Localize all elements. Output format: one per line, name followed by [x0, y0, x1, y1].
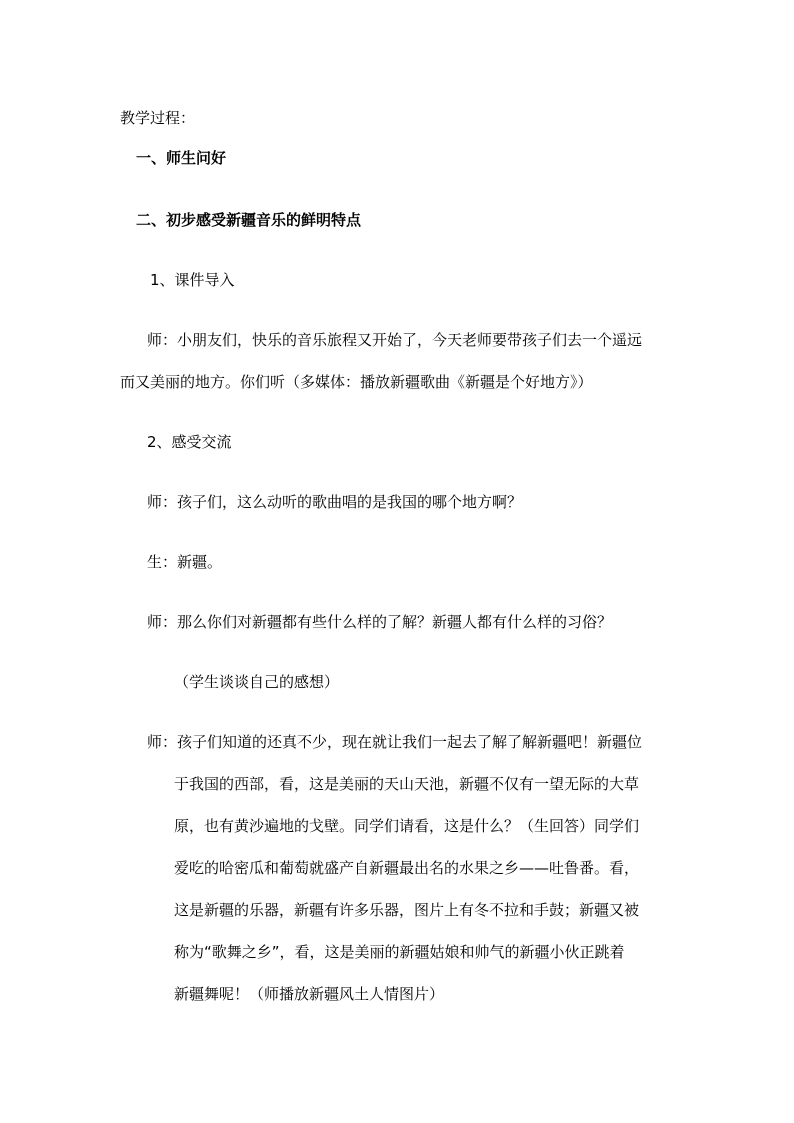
paragraph-1-line-2: 而又美丽的地方。你们听（多媒体：播放新疆歌曲《新疆是个好地方》） [120, 373, 593, 391]
heading: 教学过程： [120, 109, 196, 127]
list-item-1: 1、课件导入 [150, 271, 235, 289]
paragraph-2-line-1: 师：孩子们知道的还真不少，现在就让我们一起去了解了解新疆吧！新疆位 [147, 733, 643, 751]
section-heading-2: 二、初步感受新疆音乐的鲜明特点 [136, 211, 362, 229]
paragraph-2-line-3: 原，也有黄沙遍地的戈壁。同学们请看，这是什么？（生回答）同学们 [174, 817, 640, 835]
section-heading-1: 一、师生问好 [136, 149, 227, 167]
paragraph-2-line-7: 新疆舞呢！（师播放新疆风土人情图片） [174, 985, 445, 1003]
paragraph-2-line-2: 于我国的西部，看，这是美丽的天山天池，新疆不仅有一望无际的大草 [174, 775, 640, 793]
dialogue-answer-1: 生：新疆。 [147, 553, 223, 571]
paragraph-2-line-6: 称为“歌舞之乡”，看，这是美丽的新疆姑娘和帅气的新疆小伙正跳着 [174, 943, 625, 961]
paragraph-1-line-1: 师：小朋友们，快乐的音乐旅程又开始了，今天老师要带孩子们去一个遥远 [147, 331, 643, 349]
list-item-2: 2、感受交流 [147, 433, 232, 451]
paragraph-2-line-5: 这是新疆的乐器，新疆有许多乐器，图片上有冬不拉和手鼓；新疆又被 [174, 901, 640, 919]
dialogue-question-2: 师：那么你们对新疆都有些什么样的了解？新疆人都有什么样的习俗？ [147, 613, 613, 631]
dialogue-question-1: 师：孩子们，这么动听的歌曲唱的是我国的哪个地方啊？ [147, 493, 523, 511]
student-note: （学生谈谈自己的感想） [174, 673, 340, 691]
paragraph-2-line-4: 爱吃的哈密瓜和葡萄就盛产自新疆最出名的水果之乡——吐鲁番。看， [174, 859, 640, 877]
